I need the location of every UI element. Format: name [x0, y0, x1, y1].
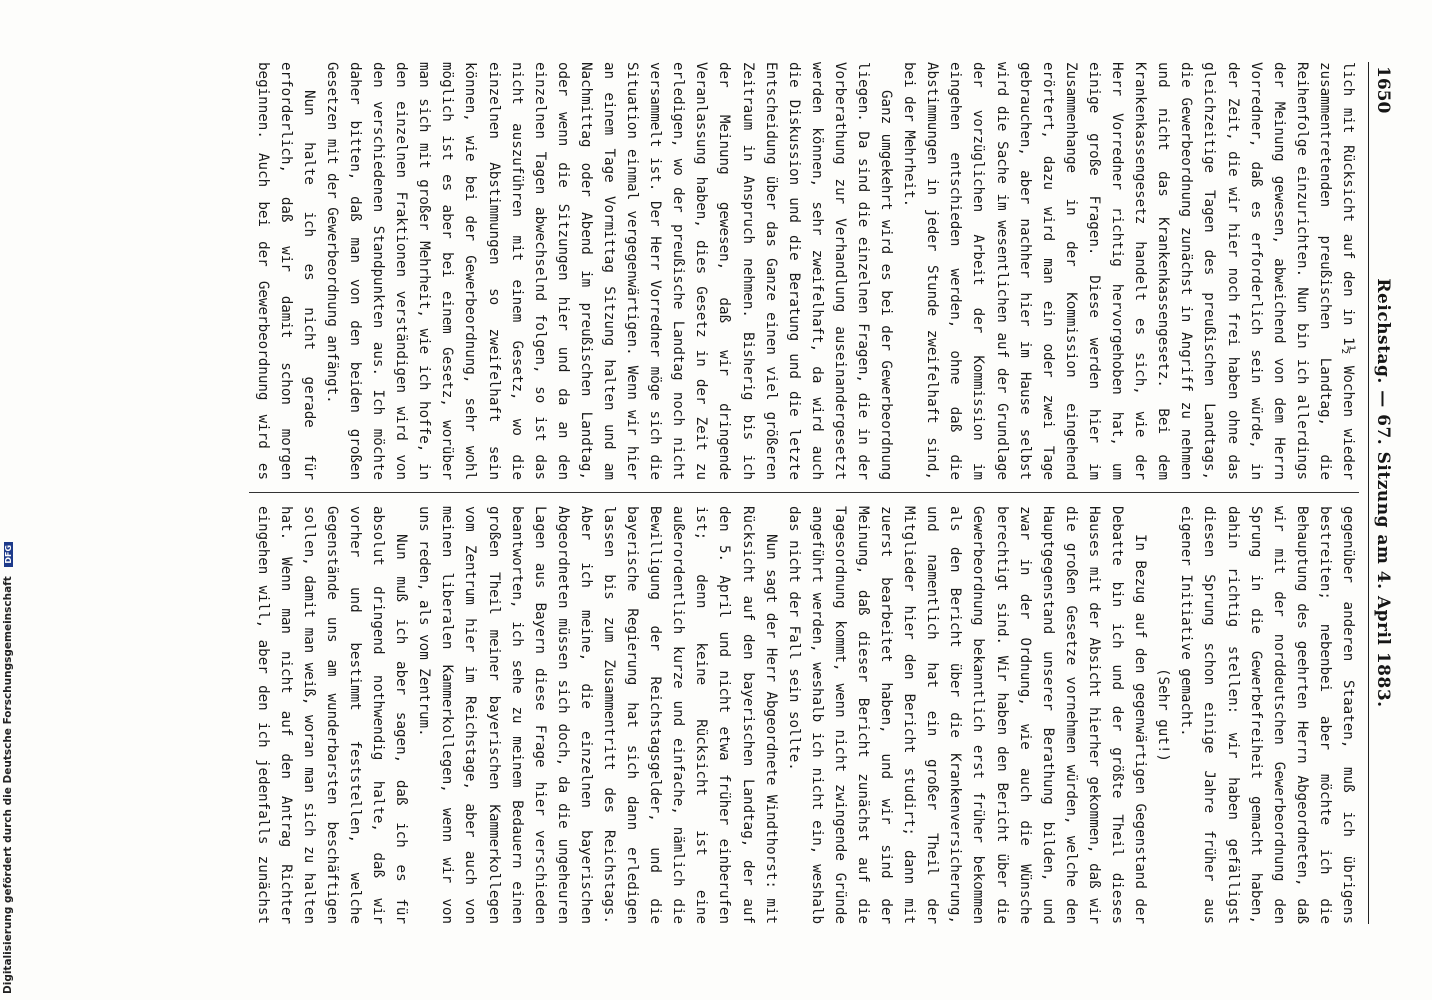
column-divider: [249, 492, 1359, 493]
paragraph: gegenüber anderen Staaten, muß ich übrigens bestreiten; nebenbei aber möchte ich die Behauptung des geehrten Herrn Abgeordneten, daß wir mit der norddeutschen Gewerbeordnung den Sprung in die Gewerbefreiheit gemacht haben, dahin richtig stellen: wir haben gefälligst diesen Sprung schon einige Jahre früher aus eigener Initiative gemacht.: [1178, 506, 1356, 924]
page-header: [1368, 62, 1393, 924]
paragraph: lich mit Rücksicht auf den in 1½ Wochen wieder zusammentretenden preußischen Landtag, die Reihenfolge einzurichten. Nun bin ich allerdings der Meinung gewesen, abweichend von dem Herrn Vorredner, daß es erforderlich sein würde, in der Zeit, die wir hier noch frei haben ohne das gleichzeitige Tagen des preußischen Landtags, die Gewerbeordnung zunächst in Angriff zu nehmen und nicht das Krankenkassengesetz. Bei dem Krankenkassengesetz handelt es sich, wie der Herr Vorredner richtig hervorgehoben hat, um einige große Fragen. Diese werden hier im Zusammenhange in der Kommission eingehend erörtert, dazu wird man ein oder zwei Tage gebrauchen, aber nachher hier im Hause selbst wird die Sache im wesentlichen auf der Grundlage der vorzüglichen Arbeit der Kommission im eingehen entschieden werden, ohne daß die Abstimmungen in jeder Stunde zweifelhaft sind, bei der Mehrheit.: [901, 62, 1356, 480]
page-number: 1650: [1373, 66, 1393, 114]
paragraph: Nun halte ich es nicht gerade für erforderlich, daß wir damit schon morgen beginnen. Auch bei der Gewerbeordnung wird es: [254, 62, 317, 480]
left-text-column: [249, 62, 1359, 480]
paragraph: In Bezug auf den gegenwärtigen Gegenstand der Debatte bin ich und der größte Theil dieses Hauses mit der Absicht hierher gekommen, daß wir die großen Gesetze vornehmen würden, welche den Hauptgegenstand unserer Berathung bilden, und zwar in der Ordnung, wie auch die Wünsche berechtigt sind. Wir haben den Bericht über die Gewerbeordnung bekanntlich erst früher bekommen als den Bericht über die Krankenversicherung, und namentlich hat ein großer Theil der Mitglieder hier den Bericht studirt; dann mit zuerst bearbeitet haben, und wir sind der Meinung, daß dieser Bericht zunächst auf die Tagesordnung kommt, wenn nicht zwingende Gründe angeführt werden, weshalb ich nicht ein, weshalb das nicht der Fall sein sollte.: [785, 506, 1149, 924]
running-title: Reichstag. — 67. Sitzung am 4. April 1883.: [1373, 278, 1393, 708]
paragraph: Nun muß ich aber sagen, daß ich es für absolut dringend nothwendig halte, daß wir vorher und bestimmt feststellen, welche Gegenstände uns am wunderbarsten beschäftigen sollen, damit man weiß, woran man sich zu halten hat. Wenn man nicht auf den Antrag Richter eingehen will, aber den ich jedenfalls zunächst: [254, 506, 410, 924]
rotated-document-sheet: [243, 62, 1393, 924]
dfg-logo-icon: DFG: [4, 542, 13, 567]
digitization-credit-text: Digitalisierung gefördert durch die Deutsche Forschungsgemeinschaft: [2, 576, 14, 994]
paragraph: Nun sagt der Herr Abgeordnete Windthorst: mit Rücksicht auf den bayerischen Landtag, der auf den 5. April und nicht etwa früher einberufen ist; denn keine Rücksicht ist eine außerordentlich kurze und einfache, nämlich die Bewilligung der Reichstagsgelder, und die bayerische Regierung hat sich dann erledigen lassen bis zum Zusammentritt des Reichstags. Aber ich meine, die einzelnen bayerischen Abgeordneten müssen sich doch, da die ungeheuren Lagen aus Bayern diese Frage hier verschieden beantworten, ich sehe zu meinem Bedauern einen großen Theil meiner bayerischen Kammerkollegen vom Zentrum hier im Reichstage, aber auch von meinen liberalen Kammerkollegen, wenn wir von uns reden, als vom Zentrum.: [416, 506, 779, 924]
paragraph: Ganz umgekehrt wird es bei der Gewerbeordnung liegen. Da sind die einzelnen Fragen, die in der Vorberathung zur Verhandlung auseinandergesetzt werden können, sehr zweifelhaft, da wird auch die Diskussion und die Beratung und die letzte Entscheidung über das Ganze einen viel größeren Zeitraum in Anspruch nehmen. Bisherig bis ich der Meinung gewesen, daß wir dringende Veranlassung haben, dies Gesetz in der Zeit zu erledigen, wo der preußische Landtag noch nicht versammelt ist. Der Herr Vorredner möge sich die Situation einmal vergegenwärtigen. Wenn wir hier an einem Tage Vormittag Sitzung halten und am Nachmittag oder Abend im preußischen Landtag, oder wenn die Sitzungen hier und da an den einzelnen Tagen abwechselnd folgen, so ist das nicht auszuführen mit einem Gesetz, wo die einzelnen Abstimmungen so zweifelhaft sein können, wie bei der Gewerbeordnung, sehr wohl möglich ist es aber bei einem Gesetz, worüber man sich mit großer Mehrheit, wie ich hoffe, in den einzelnen Fraktionen verständigen wird von den verschiedenen Standpunkten aus. Ich möchte daher bitten, daß man von den beiden großen Gesetzen mit der Gewerbeordnung anfängt.: [323, 62, 895, 480]
paragraph: (Sehr gut!): [1155, 668, 1172, 762]
digitization-credit: [2, 542, 14, 994]
right-text-column: [249, 506, 1359, 924]
